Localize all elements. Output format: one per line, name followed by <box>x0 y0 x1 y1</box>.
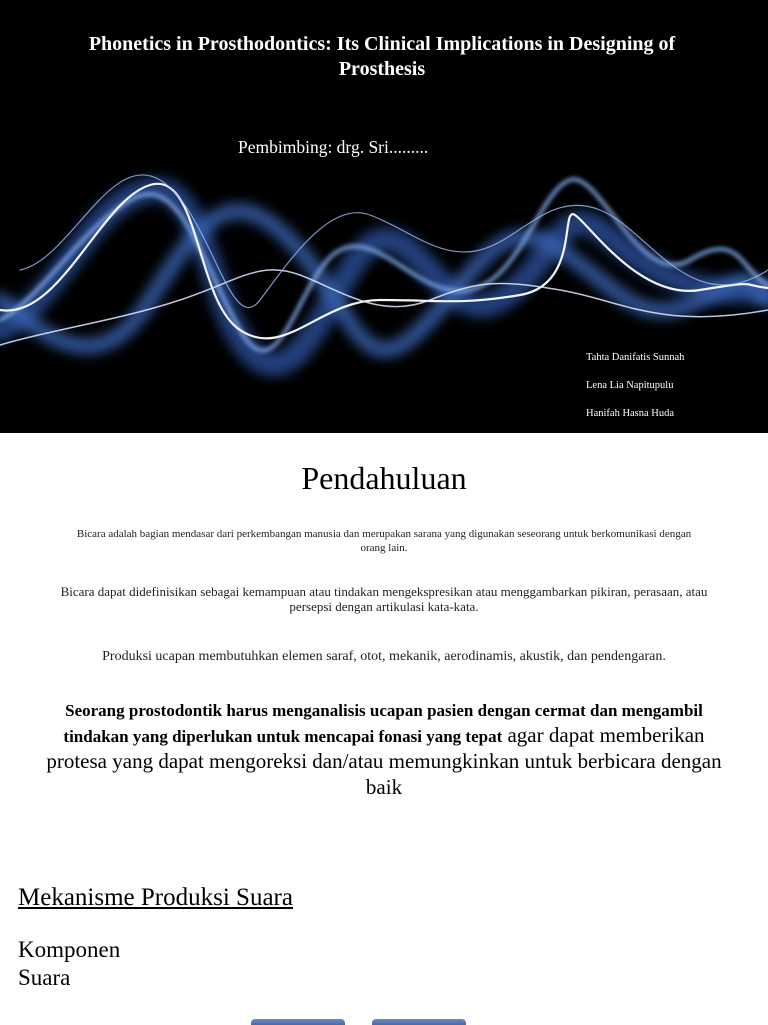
slide-title: Pendahuluan <box>301 460 467 496</box>
paragraph-rest: agar dapat memberikan protesa yang dapat mengoreksi dan/atau memungkinkan untuk berbicara dengan baik <box>46 723 722 799</box>
section-title: Mekanisme Produksi Suara <box>18 884 293 911</box>
section-subtitle <box>18 936 120 992</box>
subtitle-line: Suara <box>18 965 71 990</box>
author-list <box>586 352 684 433</box>
paragraph: Produksi ucapan membutuhkan elemen saraf, otot, mekanik, aerodinamis, akustik, dan pendengaran. <box>102 649 666 664</box>
presentation-title: Phonetics in Prosthodontics: Its Clinical Implications in Designing of Prosthesis <box>88 33 676 80</box>
introduction-slide <box>0 433 768 1024</box>
author-name: Hanifah Hasna Huda <box>586 408 675 419</box>
author-name: Tahta Danifatis Sunnah <box>586 352 685 363</box>
title-slide <box>0 0 768 433</box>
author-name: Lena Lia Napitupulu <box>586 380 674 391</box>
paragraph: Bicara adalah bagian mendasar dari perkembangan manusia dan merupakan sarana yang digunakan seseorang untuk berkomunikasi dengan orang lain. <box>76 528 692 554</box>
paragraph: Bicara dapat didefinisikan sebagai kemampuan atau tindakan mengekspresikan atau menggambarkan pikiran, perasaan, atau persepsi dengan artikulasi kata-kata. <box>60 584 708 614</box>
mentor-label: Pembimbing: drg. Sri......... <box>238 137 429 157</box>
diagram-box <box>251 1019 345 1025</box>
paragraph-bold-part: Seorang prostodontik harus menganalisis ucapan pasien dengan cermat dan mengambil tindakan yang diperlukan untuk mencapai fonasi yang tepat <box>63 701 703 746</box>
diagram-box <box>372 1019 466 1025</box>
highlighted-paragraph <box>40 699 728 801</box>
subtitle-line: Komponen <box>18 937 121 962</box>
